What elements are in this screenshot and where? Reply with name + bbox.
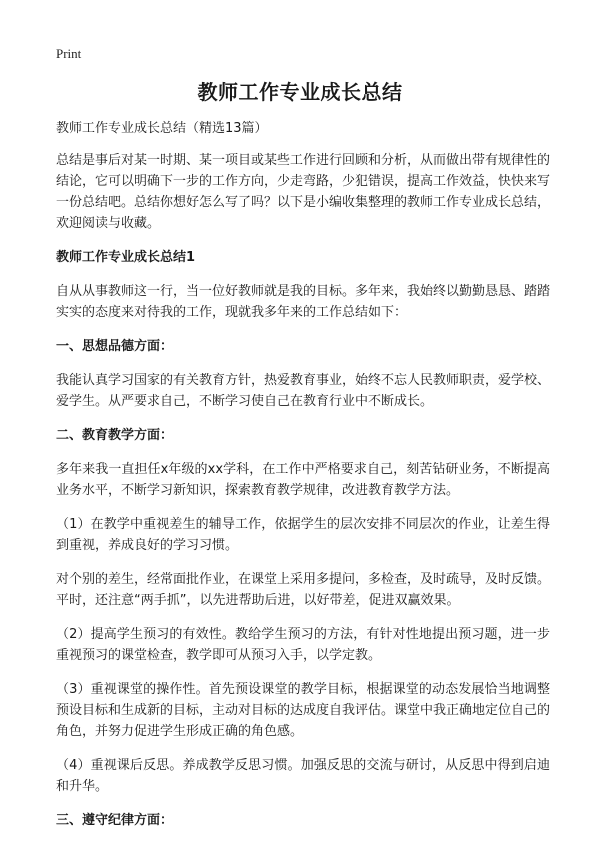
ideology-paragraph: 我能认真学习国家的有关教育方针，热爱教育事业，始终不忘人民教师职责，爱学校、爱学生。从严要求自己，不断学习使自己在教育行业中不断成长。 [56,373,551,409]
teaching-paragraph-2: 对个别的差生，经常面批作业，在课堂上采用多提问，多检查，及时疏导，及时反馈。平时，还注意“两手抓”，以先进帮助后进，以好带差，促进双赢效果。 [56,572,551,608]
intro-paragraph: 总结是事后对某一时期、某一项目或某些工作进行回顾和分析，从而做出带有规律性的结论，它可以明确下一步的工作方向，少走弯路，少犯错误，提高工作效益，快快来写一份总结吧。总结你想好怎么写了吗？以下是小编收集整理的教师工作专业成长总结，欢迎阅读与收藏。 [56,153,551,231]
teaching-item-2: （2）提高学生预习的有效性。教给学生预习的方法，有针对性地提出预习题，进一步重视预习的课堂检查，教学即可从预习入手，以学定教。 [56,627,550,663]
heading-ideology: 一、思想品德方面： [56,339,174,354]
article-subtitle: 教师工作专业成长总结（精选13篇） [56,121,268,136]
teaching-item-1: （1）在教学中重视差生的辅导工作，依据学生的层次安排不同层次的作业，让差生得到重视，养成良好的学习习惯。 [56,517,550,553]
article-body [56,118,550,844]
page-title: 教师工作专业成长总结 [197,80,403,104]
opening-paragraph: 自从从事教师这一行，当一位好教师就是我的目标。多年来，我始终以勤勤恳恳、踏踏实实的态度来对待我的工作，现就我多年来的工作总结如下： [56,284,551,320]
teaching-item-4: （4）重视课后反思。养成教学反思习惯。加强反思的交流与研讨，从反思中得到启迪和升华。 [56,758,550,794]
teaching-item-3: （3）重视课堂的操作性。首先预设课堂的教学目标，根据课堂的动态发展恰当地调整预设目标和生成新的目标，主动对目标的达成度自我评估。课堂中我正确地定位自己的 角色，并努力促进学生形成正确的角色感。 [56,682,551,739]
print-link[interactable]: Print [56,46,82,61]
heading-teaching: 二、教育教学方面： [56,428,174,443]
teaching-paragraph: 多年来我一直担任x年级的xx学科，在工作中严格要求自己，刻苦钻研业务，不断提高业务水平，不断学习新知识，探索教育教学规律，改进教育教学方法。 [56,462,550,498]
heading-discipline: 三、遵守纪律方面： [56,813,174,828]
section-title: 教师工作专业成长总结1 [56,250,196,265]
